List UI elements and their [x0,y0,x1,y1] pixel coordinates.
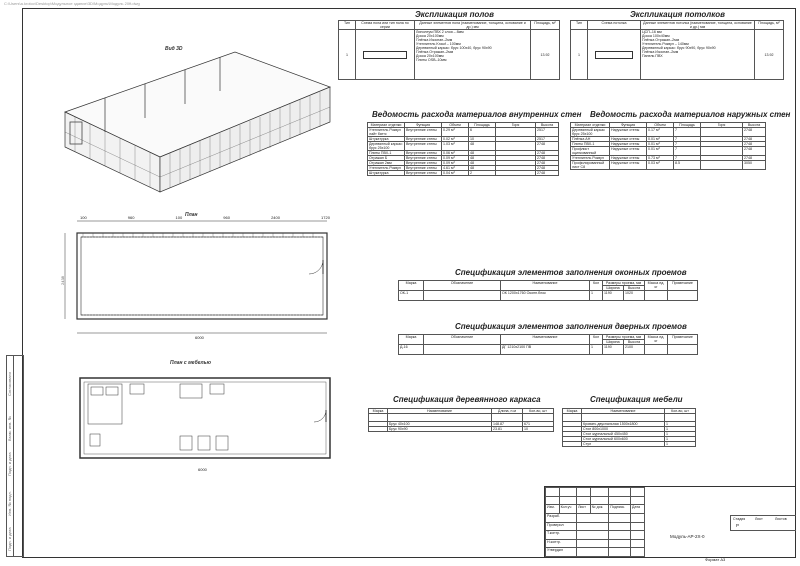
table-cell: Утеплитель Роквул лайт баттс [368,128,405,137]
table-cell: 1 [665,437,696,442]
table-cell: Плёнка АН [571,137,610,142]
stamp-col: № док. [590,505,608,514]
stamp-role: Н.контр. [546,539,577,548]
layer-item: Доска 100х40мм [642,34,670,38]
furniture-title: Спецификация мебели [590,395,683,404]
table-header: Площадь, м² [531,21,560,30]
table-cell: 1190 [603,291,624,301]
table-cell: 6 [469,128,496,137]
table-cell: 3050 [743,161,766,170]
table-cell: 2100 [624,345,645,355]
table-cell: 671 [523,422,554,427]
table-cell: 10 [469,137,496,142]
table-cell: 7 [674,137,701,142]
ceiling-layers [641,30,755,80]
table-header: Высота [624,286,645,291]
dim-label: 1720 [321,215,330,220]
table-cell: Внутренние стены [405,128,442,137]
layer-item: Плёнка Изоспан–2мм [416,38,453,42]
stamp-col: Подпись [609,505,631,514]
table-cell: 2517 [536,128,559,137]
table-cell [388,414,492,422]
stamp-role: Разраб. [546,513,577,522]
plan-dim-total: 6000 [195,335,204,340]
table-header: Наименование [582,409,665,414]
table-row [571,161,766,170]
table-header: Горя [496,123,536,128]
table-header: Горя [701,123,743,128]
view3d-title: Вид 3D [165,46,183,52]
table-cell: 2748 [743,137,766,142]
table-cell: 1 [571,30,588,80]
table-row [369,427,554,432]
layer-item: Деревянный каркас: брус 100х40, брус 90х90 [416,46,492,50]
table-cell [668,291,698,301]
table-header: Масса ед. кг [645,281,668,291]
table-cell: 1 [665,432,696,437]
table-header: Марка [563,409,582,414]
table-cell: Внутренние стены [405,171,442,176]
layer-item: Утеплитель Knauf – 100мм [416,42,461,46]
table-header: Обозначение [424,335,501,345]
stage-header: Листов [775,517,787,521]
table-cell: 0.02 м³ [442,137,469,142]
table-cell: Плиты ПВХ-1 [368,151,405,156]
table-cell: Наружные стены [610,128,647,137]
layer-item: Доска 20х100мм [416,54,444,58]
table-cell: 13.92 [755,30,784,80]
table-cell: ОК 1200х1760 Оконн.блок [501,291,590,301]
table-header: Длина, п.м [492,409,523,414]
table-header: Кол [590,335,603,345]
stamp-col: Кол.уч [559,505,576,514]
table-cell: 1 [339,30,356,80]
floors-title: Экспликация полов [415,10,494,19]
table-cell: Профлист оцинкованный [571,147,610,156]
table-cell: 2748 [536,171,559,176]
stamp-col: Изм. [546,505,560,514]
table-header: Ширина [603,340,624,345]
table-cell: 7 [674,156,701,161]
table-cell: 1.03 м³ [442,142,469,151]
table-cell: Брус 40х100 [388,422,492,427]
table-cell: 1 [590,291,603,301]
table-cell: ОК-1 [399,291,424,301]
table-cell: 2748 [743,142,766,147]
wood-frame-title: Спецификация деревянного каркаса [393,395,541,404]
table-cell: 1 [665,427,696,432]
table-cell: 10 [523,427,554,432]
table-cell: 0.03 м³ [647,161,674,170]
table-row [368,171,559,176]
table-cell: Наружные стены [610,147,647,156]
table-cell: 0.01 м³ [647,147,674,156]
table-header: Марка [399,281,424,291]
table-cell [645,291,668,301]
table-cell: Деревянный каркас брус 25х100 [571,128,610,137]
table-header: Данные элементов потолка (наименование, толщина, основание и др.) мм [641,21,755,30]
windows-title: Спецификация элементов заполнения оконных проемов [455,268,687,277]
table-header: Объем [442,123,469,128]
table-cell [492,414,523,422]
table-cell: 8.5 [674,161,701,170]
table-header: Данные элементов пола (наименование, толщина, основание и др.) мм [415,21,531,30]
plan-dim-height: 2438 [60,276,65,285]
dim-label: 100 [80,215,87,220]
ceiling-schema [588,30,641,80]
table-header: Ширина [603,286,624,291]
strip-label: Взам. инв. № [7,416,12,441]
stage-header: Стадия [733,517,746,521]
table-cell: Плиты ПВХ-1 [571,142,610,147]
table-cell: Наружные стены [610,161,647,170]
table-cell: Деревянный каркас: брус 25х100 [369,142,403,150]
isometric-view [45,42,335,202]
table-cell [369,427,388,432]
table-cell: 48 [469,151,496,156]
furniture-plan [70,370,340,470]
table-cell: Утеплитель Роквул [368,166,405,171]
stage-value: Р [736,523,740,528]
layer-item: Доска 20х100мм [416,34,444,38]
table-header: Наименование [501,335,590,345]
table-cell [665,414,696,422]
table-header: Функция [610,123,647,128]
table-cell: Внутренние стены [405,142,442,151]
stamp-role: Утвердил [546,548,577,557]
stage-header: Лист [755,517,763,521]
table-cell: 2748 [743,128,766,137]
title-block [544,486,796,558]
table-cell: Стол 800х1000 [582,427,665,432]
ceilings-table [570,20,784,80]
table-cell: 7 [674,147,701,156]
table-cell [496,142,536,151]
table-cell: 1020 [624,291,645,301]
format-caption: Формат [705,557,720,562]
table-cell: 0.09 м³ [442,156,469,161]
table-cell [563,442,582,447]
table-cell: 0.06 м³ [442,151,469,156]
ceilings-title: Экспликация потолков [630,10,726,19]
table-cell: 2748 [743,147,766,156]
furniture-table [562,408,696,447]
file-path: C:\Users\a.krotov\Desktop\Модульное здание\3D\Модуль\Модуль 20ft.dwg [4,1,140,6]
table-cell: Внутренние стены [405,166,442,171]
table-cell: 48 [469,166,496,171]
table-cell [369,414,388,422]
floors-table [338,20,560,80]
table-header: Схема пола или тип пола по серии [356,21,415,30]
table-header: Площадь [469,123,496,128]
table-cell: Внутренние стены [405,156,442,161]
layer-item: Плёнка Изоспан–2мм [642,50,679,54]
table-cell: 1 [590,345,603,355]
floor-plan [55,215,345,340]
table-header: Площадь, м² [755,21,784,30]
strip-label: Подп. и дата [7,452,12,476]
table-cell: 4.61 м³ [442,166,469,171]
strip-label: Инв. № подл. [7,491,12,516]
table-header: Функция [405,123,442,128]
stamp-col: Дата [631,505,645,514]
table-cell: 148.87 [492,422,523,427]
table-row [368,142,559,151]
table-cell: Д-16 [399,345,424,355]
table-cell: 13.92 [531,30,560,80]
table-cell: 0.09 м³ [442,161,469,166]
table-cell: 1 [665,442,696,447]
layer-item: ЦСП–16 мм [642,30,662,34]
table-cell: 0.01 м³ [647,137,674,142]
doors-title: Спецификация элементов заполнения дверных проемов [455,322,687,331]
inner-walls-title: Ведомость расхода материалов внутренних стен [372,110,582,119]
table-cell [563,414,582,422]
table-header: Объем [647,123,674,128]
stamp-code: Модуль-АР-2Х-0 [670,534,705,539]
layer-item: Плиты OSB–10мм [416,58,447,62]
plan-dims-top [80,215,330,220]
table-cell [496,171,536,176]
table-cell: 1 [665,422,696,427]
table-header: Материал отделки [368,123,405,128]
dim-label: 100 [175,215,183,220]
table-header: Наименование [501,281,590,291]
table-header: Примечание [668,335,698,345]
table-header: Марка [399,335,424,345]
stamp-role: Проверил [546,522,577,531]
table-cell: Брус 90х90 [388,427,492,432]
doors-table [398,334,698,355]
table-cell: 48 [469,156,496,161]
table-cell: Внутренние стены [405,151,442,156]
table-cell: 7 [674,142,701,147]
strip-label: Согласовано [7,371,12,396]
table-row [563,442,696,447]
floor-schema [356,30,415,80]
table-row [399,345,698,355]
table-row [399,291,698,301]
table-cell: 2517 [536,137,559,142]
table-cell: Стул [582,442,665,447]
table-cell: 2748 [743,156,766,161]
table-header: Марка [369,409,388,414]
table-header: Высота [536,123,559,128]
table-cell [701,161,743,170]
table-header: Схема потолка [588,21,641,30]
table-header: Кол-во, шт [523,409,554,414]
table-cell [701,147,743,156]
table-cell: Штукатурка [368,137,405,142]
table-cell: 0.17 м³ [647,128,674,137]
dim-label: 960 [223,215,230,220]
windows-table [398,280,698,301]
table-cell: 2 [469,171,496,176]
table-cell: 0.01 м³ [647,142,674,147]
table-cell: 7 [674,128,701,137]
table-cell: 2748 [536,142,559,151]
table-cell: 2748 [536,161,559,166]
table-row [571,128,766,137]
table-cell: Наружные стены [610,137,647,142]
furniture-dim-total: 6000 [198,467,207,472]
table-header: Кол-во, шт [665,409,696,414]
left-strip [6,355,24,557]
strip-label: Подп. и дата [7,527,12,551]
table-cell [582,414,665,422]
table-cell: 48 [469,161,496,166]
layer-item: Панель ПВХ [642,54,663,58]
table-cell [424,291,501,301]
table-cell: 23.81 [492,427,523,432]
dim-label: 960 [127,215,135,220]
wood-frame-table [368,408,554,432]
table-cell: 0.73 м³ [647,156,674,161]
table-header: Размеры проема, мм [603,281,645,286]
table-cell: Внутренние стены [405,161,442,166]
table-cell: Отражан Б [368,156,405,161]
table-header: Площадь [674,123,701,128]
table-cell [523,414,554,422]
plan-title: План [185,212,198,218]
table-header: Тип [339,21,356,30]
table-header: Высота [624,340,645,345]
format-value: А3 [720,557,726,562]
table-header: Обозначение [424,281,501,291]
table-cell: Кровать двуспальная 1500х1800 [582,422,665,427]
table-cell: Наружные стены [610,156,647,161]
table-cell: 2748 [536,166,559,171]
table-cell: Утеплитель Роквул [571,156,610,161]
floor-layers [415,30,531,80]
table-cell: Штукатурка [368,171,405,176]
format-label [705,557,725,562]
table-header: Тип [571,21,588,30]
outer-walls-table [570,122,766,170]
outer-walls-title: Ведомость расхода материалов наружных стен [590,110,791,119]
table-cell [645,345,668,355]
layer-item: Плёнка Отражан–2мм [416,50,454,54]
inner-walls-table [367,122,559,176]
table-cell: Стол журнальный 450х450 [582,432,665,437]
table-cell [424,345,501,355]
table-header: Кол [590,281,603,291]
table-header: Размеры проема, мм [603,335,645,340]
layer-item: Деревянный каркас: брус 90х90, брус 90х90 [642,46,716,50]
table-cell: 0.29 м³ [442,128,469,137]
table-cell: Стол журнальный 600х600 [582,437,665,442]
layer-item: Утеплитель Роквул – 140мм [642,42,689,46]
table-cell [496,128,536,137]
table-cell: 1190 [603,345,624,355]
table-cell [668,345,698,355]
layer-item: Линолеум ПВХ 2 слоя – 8мм [416,30,464,34]
table-cell: Внутренние стены [405,137,442,142]
stamp-role: Т.контр. [546,531,577,540]
table-cell: 48 [469,142,496,151]
table-row [571,147,766,156]
table-row [368,128,559,137]
stamp-left [545,487,645,557]
table-cell [701,128,743,137]
table-cell: Профилированный лист С8 [571,161,610,170]
table-header: Высота [743,123,766,128]
table-cell: Отражан 2мм [368,161,405,166]
table-cell: ДГ 1210х2100 ПВ [501,345,590,355]
table-cell: 2748 [536,151,559,156]
table-header: Масса ед. кг [645,335,668,345]
table-header: Материал отделки [571,123,610,128]
table-cell: Наружные стены [610,142,647,147]
plan-furniture-title: План с мебелью [170,360,211,366]
table-cell: 2748 [536,156,559,161]
layer-item: Плёнка Отражан–2мм [642,38,680,42]
dim-label: 2400 [271,215,280,220]
table-cell: 0.04 м³ [442,171,469,176]
stamp-col: Лист [577,505,591,514]
table-header: Примечание [668,281,698,291]
table-header: Наименование [388,409,492,414]
